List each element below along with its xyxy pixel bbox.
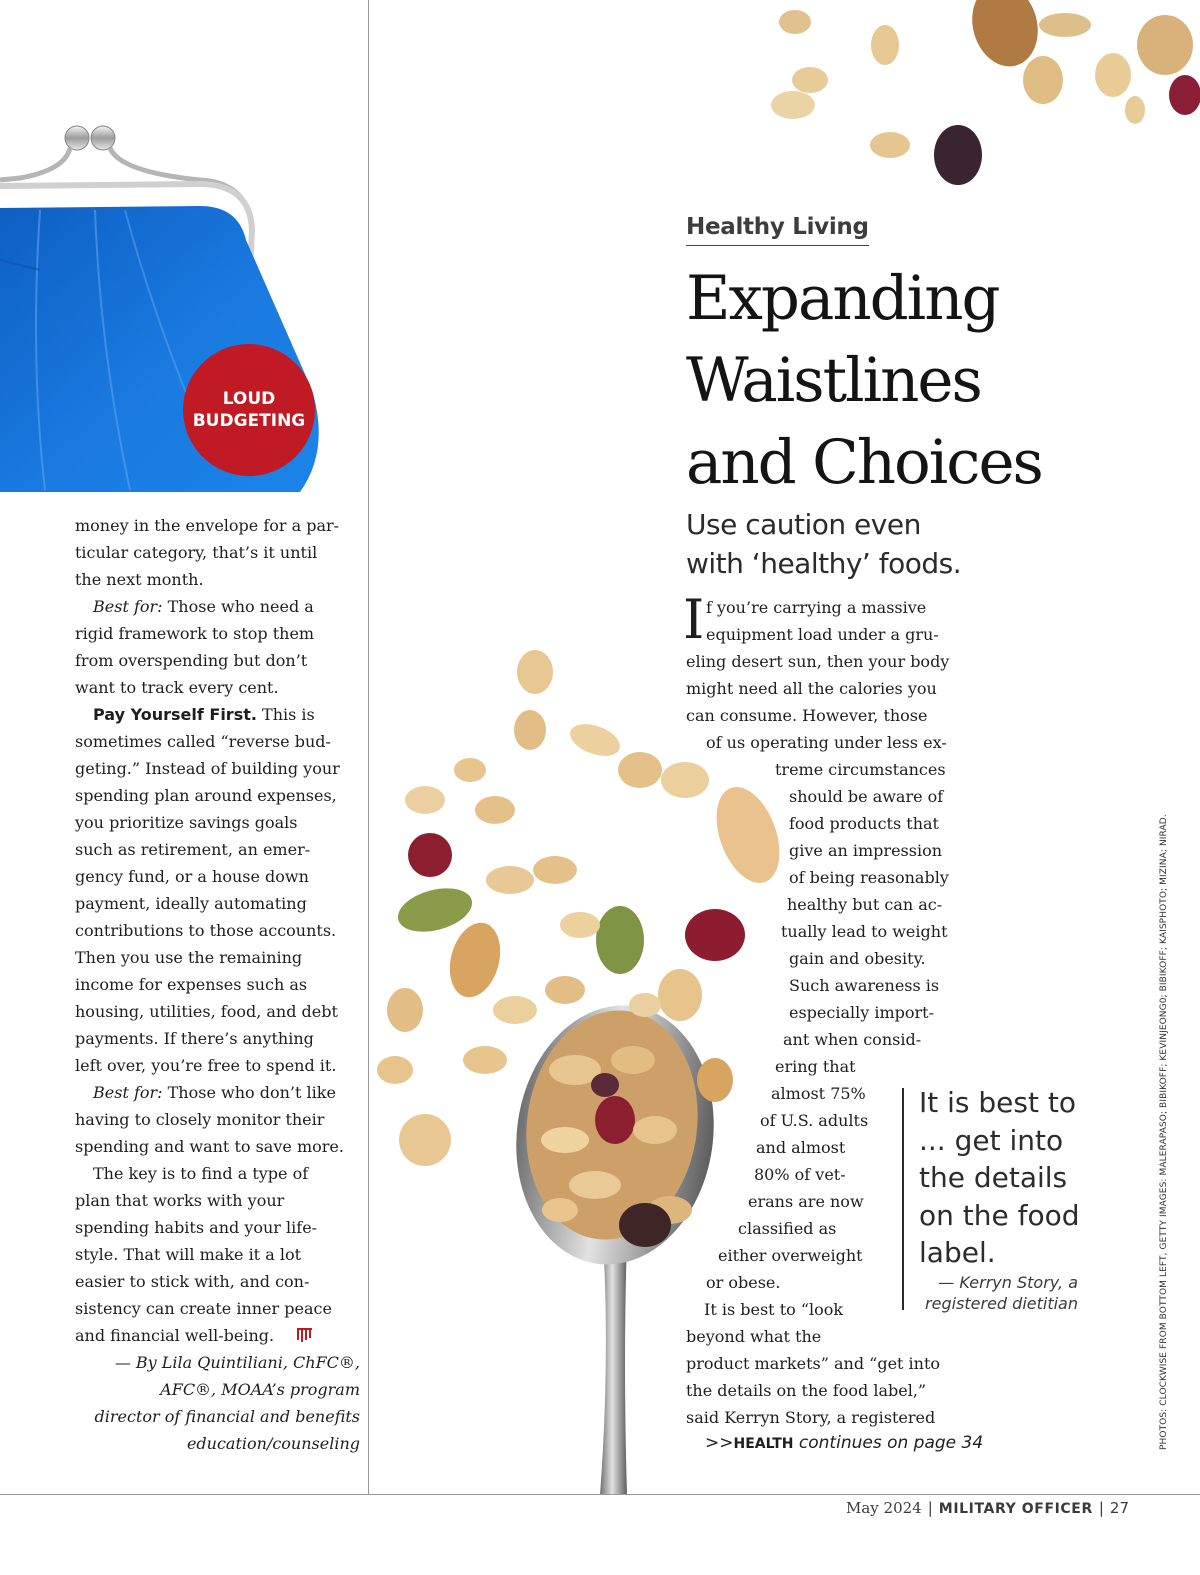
budgeting-article-continued: [75, 512, 360, 1457]
text-line: Then you use the remaining: [75, 948, 303, 967]
body-line: ant when consid-: [783, 1030, 922, 1049]
body-line: and almost: [756, 1138, 846, 1157]
continues-arrows: >>: [705, 1433, 734, 1453]
attribution-line: — Kerryn Story, a: [938, 1273, 1078, 1292]
subhead-pay-yourself-first: Pay Yourself First.: [93, 705, 257, 724]
text-line: spending and want to save more.: [75, 1137, 344, 1156]
body-line: erans are now: [748, 1192, 864, 1211]
loud-budgeting-badge: [183, 344, 315, 476]
text-line: you prioritize savings goals: [75, 813, 298, 832]
body-line: of U.S. adults: [760, 1111, 869, 1130]
body-line: might need all the calories you: [686, 679, 937, 698]
byline-line: AFC®, MOAA’s program: [160, 1380, 360, 1399]
paragraph-best-for-1: [75, 593, 360, 701]
text-line: from overspending but don’t: [75, 651, 308, 670]
subheadline: [686, 505, 1016, 583]
continues-text: continues on page 34: [793, 1433, 984, 1453]
body-line: treme circumstances: [775, 760, 946, 779]
body-line: Such awareness is: [789, 976, 940, 995]
text-line: The key is to find a type of: [93, 1164, 309, 1183]
footer-separator: |: [927, 1499, 933, 1517]
end-mark-icon: [279, 1323, 295, 1337]
byline: [75, 1349, 360, 1457]
body-line: gain and obesity.: [789, 949, 926, 968]
pull-quote-line: It is best to: [919, 1086, 1076, 1119]
body-line: equipment load under a gru-: [706, 625, 939, 644]
text-line: Those who need a: [162, 597, 314, 616]
body-line: can consume. However, those: [686, 706, 928, 725]
headline-line: Waistlines: [686, 345, 981, 416]
paragraph-conclusion: [75, 1160, 360, 1349]
text-line: such as retirement, an emer-: [75, 840, 311, 859]
body-line: food products that: [789, 814, 939, 833]
text-line: want to track every cent.: [75, 678, 279, 697]
pull-quote-line: the details: [919, 1161, 1068, 1194]
byline-line: director of financial and benefits: [94, 1407, 360, 1426]
dek-line: with ‘healthy’ foods.: [686, 547, 962, 580]
pull-quote-line: ... get into: [919, 1123, 1064, 1157]
text-line: easier to stick with, and con-: [75, 1272, 310, 1291]
body-line: It is best to “look: [704, 1300, 844, 1319]
footer-separator: |: [1098, 1499, 1104, 1517]
continued-on-link[interactable]: [705, 1430, 983, 1458]
text-line: Those who don’t like: [162, 1083, 336, 1102]
text-line: rigid framework to stop them: [75, 624, 315, 643]
page-footer: [846, 1498, 1129, 1519]
body-line: either overweight: [718, 1246, 863, 1265]
text-line: spending plan around expenses,: [75, 786, 337, 805]
text-line: This is: [256, 705, 315, 724]
pull-quote-line: on the food: [919, 1198, 1080, 1232]
paragraph-envelope: [75, 512, 360, 593]
badge-line-2: BUDGETING: [192, 411, 306, 431]
body-line: should be aware of: [789, 787, 944, 806]
text-line: money in the envelope for a par-: [75, 516, 340, 535]
byline-line: education/counseling: [186, 1434, 360, 1453]
badge-line-1: LOUD: [222, 389, 276, 409]
text-line: left over, you’re free to spend it.: [75, 1056, 337, 1075]
text-line: having to closely monitor their: [75, 1110, 325, 1129]
body-line: give an impression: [789, 841, 943, 860]
text-line: spending habits and your life-: [75, 1218, 318, 1237]
continues-keyword: HEALTH: [733, 1436, 794, 1452]
body-line: of us operating under less ex-: [706, 733, 947, 752]
drop-cap: I: [683, 588, 705, 651]
body-line: product markets” and “get into: [686, 1354, 941, 1373]
pull-quote: [919, 1084, 1109, 1272]
footer-rule: [0, 1494, 1200, 1495]
text-line: gency fund, or a house down: [75, 867, 309, 886]
body-line: of being reasonably: [789, 868, 949, 887]
body-line: eling desert sun, then your body: [686, 652, 950, 671]
pull-quote-attribution: [905, 1272, 1078, 1314]
paragraph-best-for-2: [75, 1079, 360, 1160]
text-line: the next month.: [75, 570, 204, 589]
text-line: payment, ideally automating: [75, 894, 307, 913]
body-line: said Kerryn Story, a registered: [686, 1408, 936, 1427]
headline-line: and Choices: [686, 427, 1042, 498]
body-line: the details on the food label,”: [686, 1381, 927, 1400]
text-line: sistency can create inner peace: [75, 1299, 332, 1318]
text-line: payments. If there’s anything: [75, 1029, 314, 1048]
headline-line: Expanding: [686, 263, 999, 334]
body-line: healthy but can ac-: [787, 895, 943, 914]
issue-date: May 2024: [846, 1499, 922, 1517]
body-line: especially import-: [789, 1003, 935, 1022]
text-line: and financial well-being.: [75, 1326, 275, 1345]
text-line: geting.” Instead of building your: [75, 759, 340, 778]
text-line: sometimes called “reverse bud-: [75, 732, 331, 751]
photo-credit-text: PHOTOS: CLOCKWISE FROM BOTTOM LEFT, GETTY IMAGES: MALERAPASO; BIBIKOFF; KEVINJEONG0; BIBIKOFF; KAISPHOTO; MIZINA; NIRAD.: [1159, 814, 1169, 1450]
best-for-label: Best for:: [93, 597, 163, 616]
text-line: contributions to those accounts.: [75, 921, 337, 940]
text-line: ticular category, that’s it until: [75, 543, 318, 562]
top-granola-cluster: [771, 0, 1200, 185]
pull-quote-rule: [902, 1088, 904, 1310]
attribution-line: registered dietitian: [925, 1294, 1078, 1313]
body-line: tually lead to weight: [781, 922, 948, 941]
body-line: almost 75%: [771, 1084, 866, 1103]
text-line: plan that works with your: [75, 1191, 285, 1210]
page-number: 27: [1109, 1499, 1129, 1517]
byline-line: — By Lila Quintiliani, ChFC®,: [114, 1353, 360, 1372]
text-line: style. That will make it a lot: [75, 1245, 301, 1264]
body-line: classified as: [738, 1219, 837, 1238]
body-line: ering that: [775, 1057, 856, 1076]
text-line: income for expenses such as: [75, 975, 308, 994]
magazine-name: MILITARY OFFICER: [938, 1501, 1093, 1517]
best-for-label: Best for:: [93, 1083, 163, 1102]
body-line: beyond what the: [686, 1327, 822, 1346]
body-line: or obese.: [706, 1273, 781, 1292]
section-label: Healthy Living: [686, 214, 869, 246]
photo-credit: [1158, 814, 1172, 1450]
body-line: f you’re carrying a massive: [706, 598, 927, 617]
body-line: 80% of vet-: [754, 1165, 846, 1184]
pull-quote-line: label.: [919, 1236, 996, 1269]
dek-line: Use caution even: [686, 508, 921, 541]
text-line: housing, utilities, food, and debt: [75, 1002, 338, 1021]
headline: [686, 258, 1046, 504]
paragraph-pay-yourself-first: [75, 701, 360, 1079]
